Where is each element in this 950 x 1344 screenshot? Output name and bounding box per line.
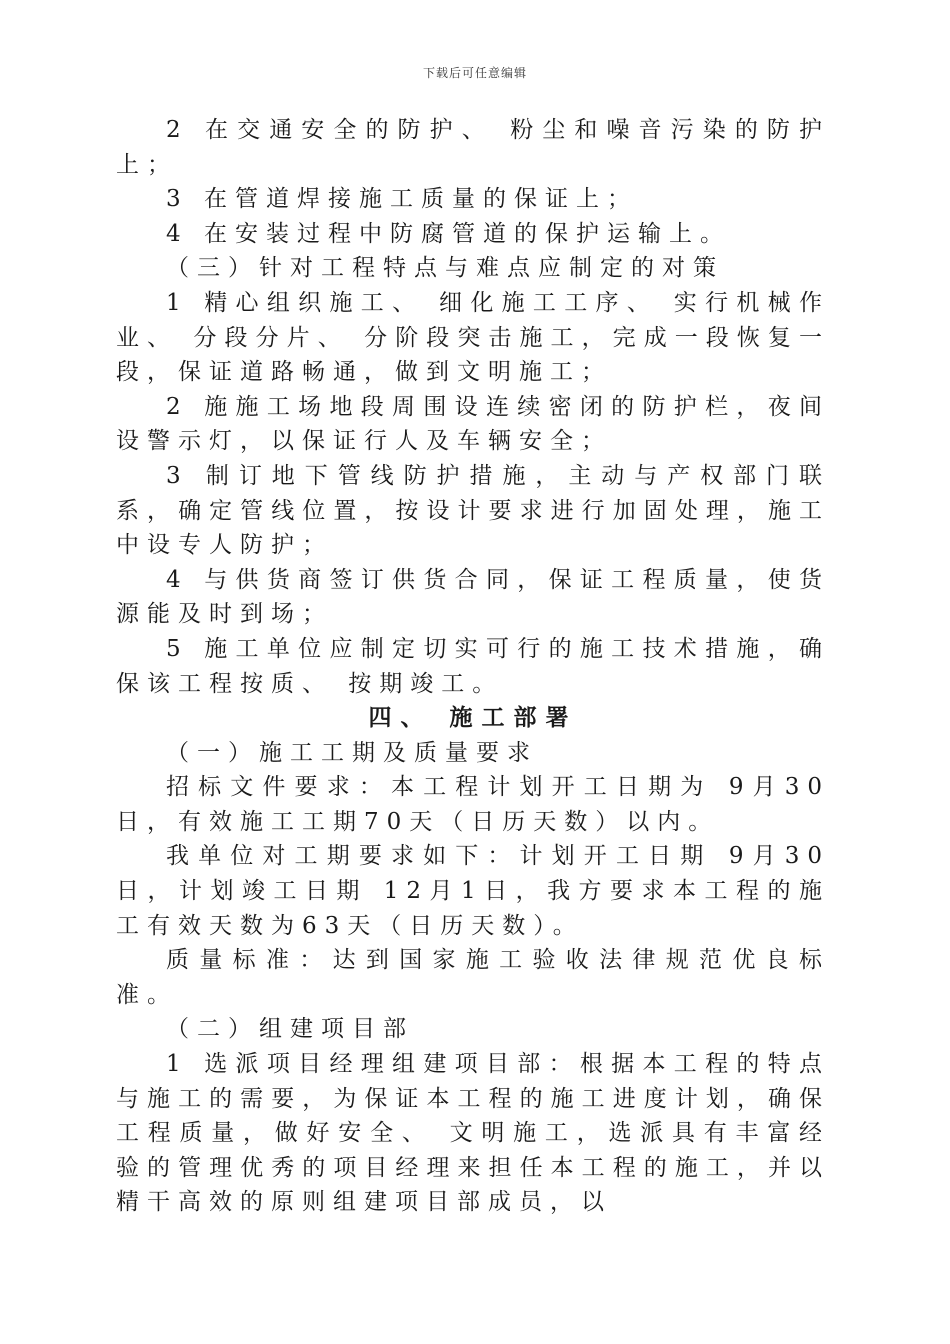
paragraph: 4 在安装过程中防腐管道的保护运输上。 (166, 220, 731, 247)
paragraph: 1 精心组织施工、 细化施工工序、 实行机械作业、 分段分片、 分阶段突击施工，完成一段恢复一段，保证道路畅通，做到文明施工； (116, 289, 830, 386)
paragraph: 5 施工单位应制定切实可行的施工技术措施，确保该工程按质、 按期竣工。 (116, 635, 830, 697)
paragraph: 2 施施工场地段周围设连续密闭的防护栏，夜间设警示灯，以保证行人及车辆安全； (116, 393, 830, 455)
document-body (116, 113, 830, 1220)
paragraph: 3 在管道焊接施工质量的保证上； (166, 186, 638, 213)
subsection-heading: （二）组建项目部 (166, 1016, 414, 1043)
paragraph: 2 在交通安全的防护、 粉尘和噪音污染的防护上； (116, 117, 830, 178)
paragraph: 我单位对工期要求如下：计划开工日期 9月30日，计划竣工日期 12月1日，我方要求本工程的施工有效天数为63天（日历天数）。 (116, 843, 830, 939)
paragraph: 4 与供货商签订供货合同，保证工程质量，使货源能及时到场； (116, 566, 830, 628)
subsection-heading: （三）针对工程特点与难点应制定的对策 (166, 255, 724, 282)
paragraph: 1 选派项目经理组建项目部：根据本工程的特点与施工的需要，为保证本工程的施工进度计划，确保工程质量，做好安全、 文明施工，选派具有丰富经验的管理优秀的项目经理来担任本工程的施工，并以精干高效的原则组建项目部成员，以 (116, 1051, 830, 1216)
section-heading: 四、 施工部署 (368, 704, 578, 732)
subsection-heading: （一）施工工期及质量要求 (166, 739, 538, 766)
page-header: 下载后可任意编辑 (422, 66, 527, 80)
paragraph: 质量标准：达到国家施工验收法律规范优良标准。 (116, 947, 830, 1008)
paragraph: 3 制订地下管线防护措施，主动与产权部门联系，确定管线位置，按设计要求进行加固处理，施工中设专人防护； (116, 462, 830, 559)
paragraph: 招标文件要求：本工程计划开工日期为 9月30日，有效施工工期70天（日历天数）以内。 (116, 774, 830, 835)
